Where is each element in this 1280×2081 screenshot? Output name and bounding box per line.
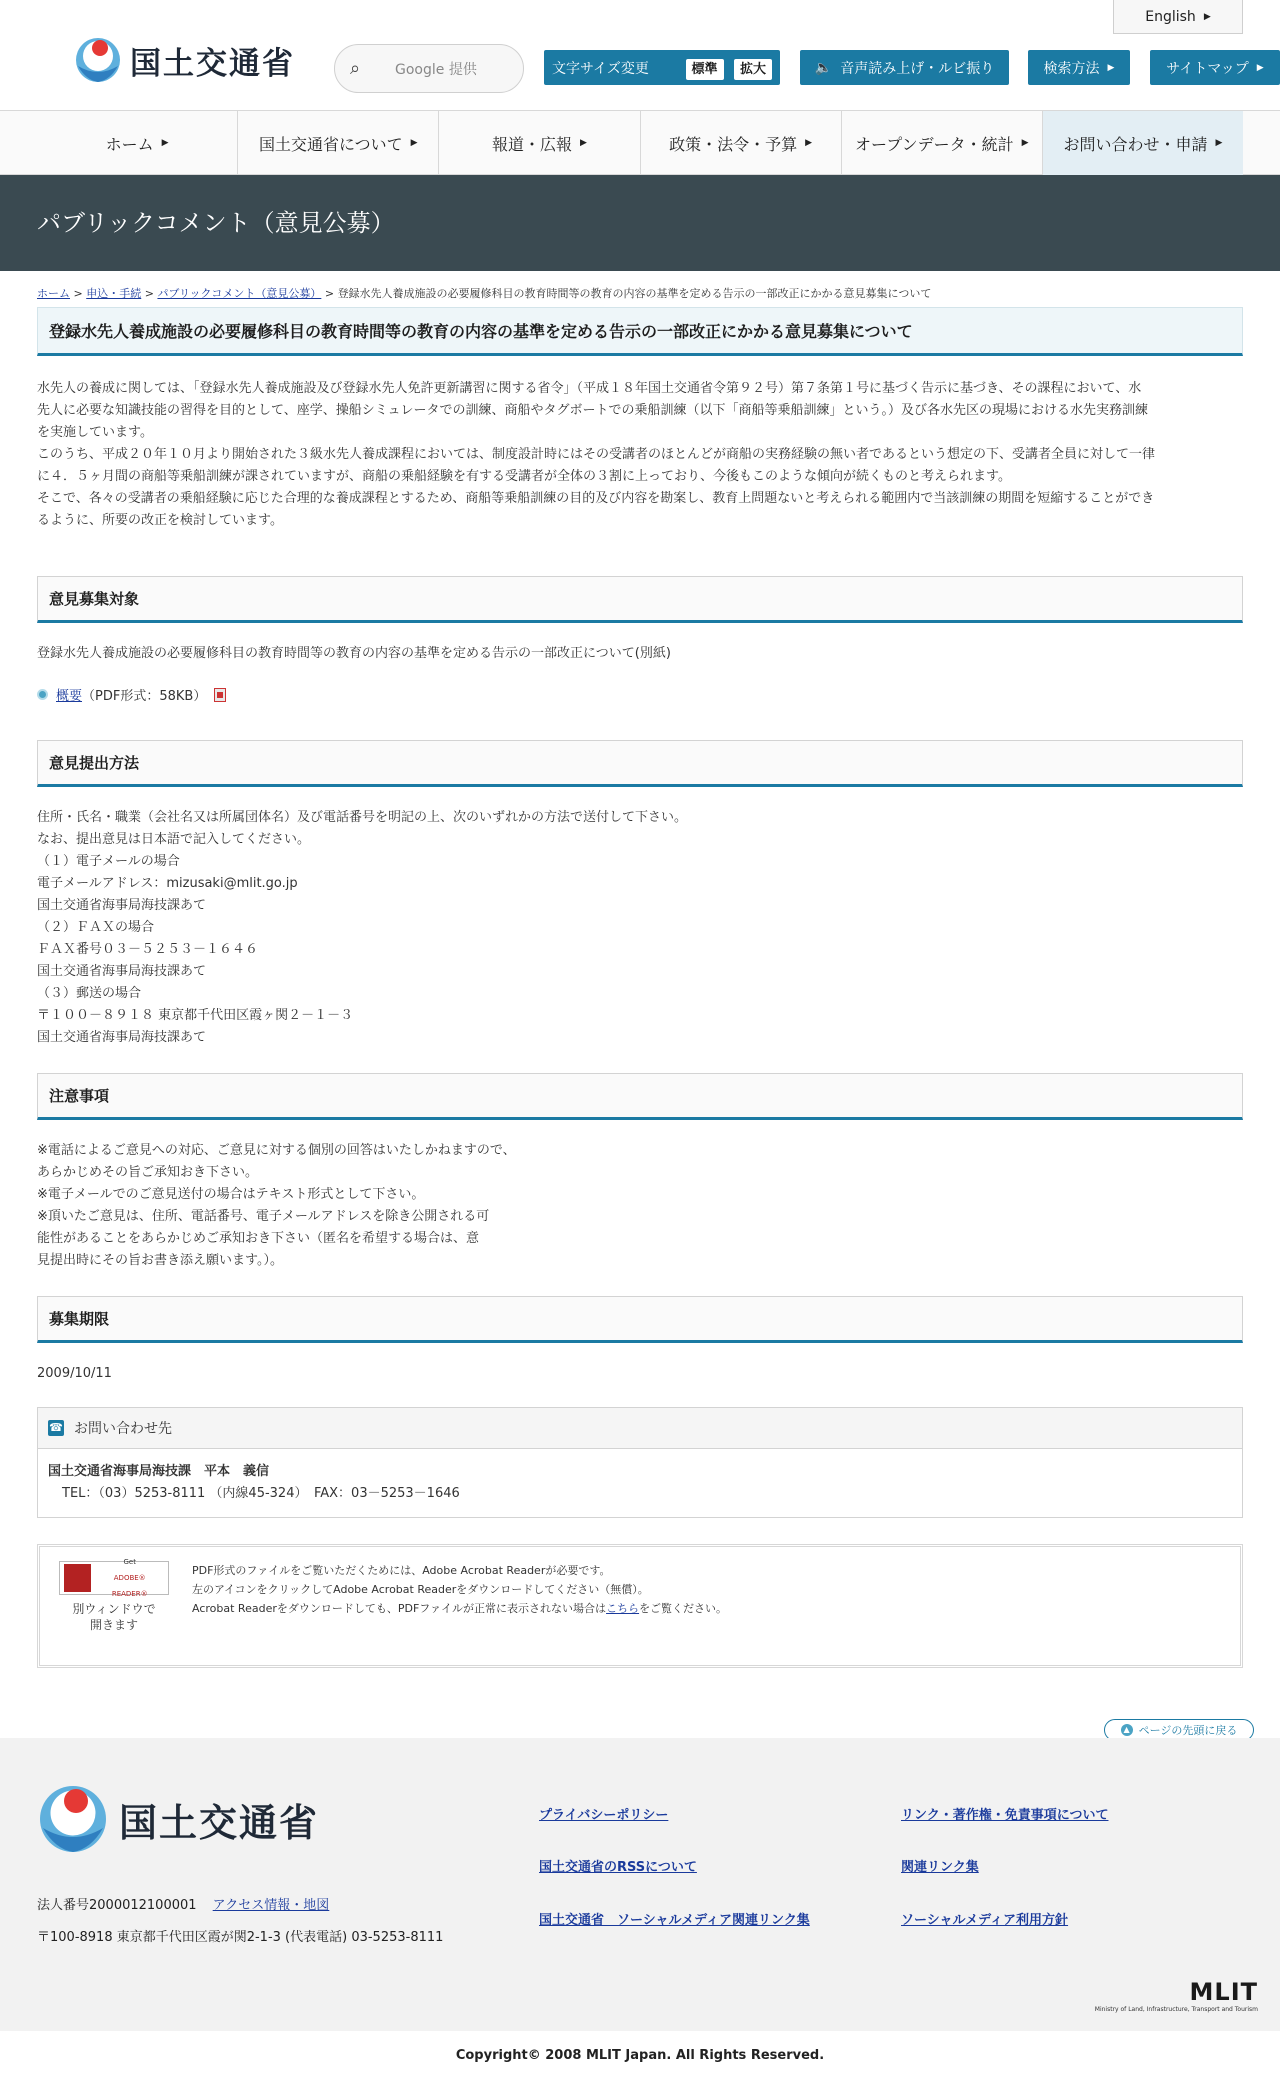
method-line: ＦＡＸ番号０３－５２５３－１６４６: [37, 942, 259, 957]
nav-item-contact[interactable]: [1042, 111, 1243, 175]
notes-text: [37, 1140, 1243, 1272]
notes-line: あらかじめその旨ご承知おき下さい。: [37, 1165, 259, 1180]
mlit-english-logo: [1095, 1978, 1258, 2013]
period-date: 2009/10/11: [37, 1366, 112, 1381]
nav-label: 報道・広報: [491, 134, 572, 154]
nav-label: お問い合わせ・申請: [1063, 134, 1208, 154]
contact-tel: TEL：（03）5253-8111 （内線45-324） FAX：03－5253－1646: [62, 1486, 460, 1501]
method-line: （３）郵送の場合: [37, 986, 142, 1001]
badge-line2: ADOBE® READER®: [111, 1574, 148, 1598]
adobe-pdf-icon: [64, 1564, 91, 1592]
reader-line: [192, 1599, 727, 1618]
triangle-right-icon: ▶: [1215, 138, 1223, 148]
site-logo[interactable]: [74, 34, 295, 86]
summary-link[interactable]: 概要: [56, 689, 83, 704]
footer-address: 〒100-8918 東京都千代田区霞が関2-1-3 (代表電話) 03-5253-8111: [37, 1930, 444, 1945]
nav-label: オープンデータ・統計: [855, 134, 1014, 154]
contact-header: [38, 1408, 1242, 1449]
triangle-right-icon: ▶: [1256, 62, 1264, 73]
reader-line: PDF形式のファイルをご覧いただくためには、Adobe Acrobat Readerが必要です。: [192, 1564, 611, 1577]
breadcrumb-separator: >: [324, 287, 338, 300]
footer-corp-info: [37, 1894, 329, 1913]
method-line: （２）ＦＡＸの場合: [37, 920, 155, 935]
nav-item-press[interactable]: [438, 111, 639, 175]
intro-line: そこで、各々の受講者の乗船経験に応じた合理的な養成課程とするため、商船等乗船訓練の目的及び内容を勘案し、教育上問題ないと考えられる範囲内で当該訓練の期間を短縮することができ: [37, 491, 1155, 506]
method-line: 国土交通省海事局海技課あて: [37, 1030, 207, 1045]
badge-line1: Get: [123, 1558, 136, 1566]
search-placeholder: Google 提供: [395, 61, 477, 78]
speaker-icon: 🔈: [814, 59, 833, 76]
footer-link-social-policy[interactable]: ソーシャルメディア利用方針: [901, 1913, 1069, 1928]
nav-item-opendata[interactable]: [841, 111, 1042, 175]
nav-label: 国土交通省について: [258, 134, 403, 154]
footer-link-privacy[interactable]: プライバシーポリシー: [539, 1808, 669, 1823]
method-line: なお、提出意見は日本語で記入してください。: [37, 832, 311, 847]
triangle-right-icon: ▶: [1021, 138, 1029, 148]
acrobat-text: [192, 1561, 727, 1651]
reader-line-post: をご覧ください。: [639, 1602, 728, 1615]
nav-label: 政策・法令・予算: [669, 134, 798, 154]
notes-line: 能性があることをあらかじめご承知おき下さい（匿名を希望する場合は、意: [37, 1231, 480, 1246]
mlit-logo-icon: [74, 34, 122, 86]
method-line: 国土交通省海事局海技課あて: [37, 964, 207, 979]
contact-org: 国土交通省海事局海技課 平本 義信: [48, 1464, 270, 1479]
method-line: 電子メールアドレス：mizusaki@mlit.go.jp: [37, 876, 298, 891]
main-content: [0, 307, 1243, 1668]
nav-item-policy[interactable]: [640, 111, 841, 175]
search-method-label: 検索方法: [1043, 60, 1100, 77]
footer-site-name: 国土交通省: [119, 1800, 320, 1845]
font-size-standard-button[interactable]: 標準: [686, 59, 724, 80]
triangle-right-icon: ▶: [161, 138, 169, 148]
notes-line: ※電子メールでのご意見送付の場合はテキスト形式として下さい。: [37, 1187, 425, 1202]
intro-line: このうち、平成２０年１０月より開始された３級水先人養成課程においては、制度設計時にはその受講者のほとんどが商船の実務経験の無い者であるという想定の下、受講者全員に対して一律: [37, 447, 1156, 462]
intro-line: に４．５ヶ月間の商船等乗船訓練が課されていますが、商船の乗船経験を有する受講者が全体の３割に上っており、今後もこのような傾向が続くものと考えられます。: [37, 469, 1011, 484]
site-footer: [0, 1738, 1280, 2031]
footer-link-copyright[interactable]: リンク・著作権・免責事項について: [901, 1808, 1109, 1823]
intro-line: るように、所要の改正を検討しています。: [37, 513, 283, 528]
arrow-up-icon: ▲: [1121, 1724, 1133, 1736]
badge-text: [95, 1554, 164, 1602]
breadcrumb-home[interactable]: ホーム: [37, 287, 70, 300]
intro-line: 先人に必要な知識技能の習得を目的として、座学、操船シミュレータでの訓練、商船やタグボートでの乗船訓練（以下「商船等乗船訓練」という。）及び各水先区の現場における水先実務訓練: [37, 403, 1148, 418]
access-link[interactable]: アクセス情報・地図: [212, 1898, 330, 1913]
mlit-logo-sub: Ministry of Land, Infrastructure, Transport and Tourism: [1094, 2006, 1258, 2013]
sitemap-button[interactable]: [1150, 50, 1280, 85]
mlit-logo-icon: [37, 1780, 109, 1858]
reader-line-pre: Acrobat Readerをダウンロードしても、PDFファイルが正常に表示されない場合は: [192, 1602, 607, 1615]
pdf-icon: [214, 688, 226, 702]
english-label: English: [1145, 8, 1196, 25]
window-note: 別ウィンドウで: [72, 1602, 156, 1616]
english-button[interactable]: [1113, 0, 1243, 34]
intro-line: 水先人の養成に関しては、「登録水先人養成施設及び登録水先人免許更新講習に関する省令」（平成１８年国土交通省令第９２号）第７条第１号に基づく告示に基づき、その課程において、水: [37, 381, 1142, 396]
reader-line: 左のアイコンをクリックしてAdobe Acrobat Readerをダウンロードしてください（無償）。: [192, 1583, 649, 1596]
footer-link-social-links[interactable]: 国土交通省 ソーシャルメディア関連リンク集: [539, 1913, 810, 1928]
category-title: パブリックコメント（意見公募）: [37, 209, 395, 237]
summary-pdf-link: [37, 685, 1243, 704]
page-title: 登録水先人養成施設の必要履修科目の教育時間等の教育の内容の基準を定める告示の一部改正にかかる意見募集について: [37, 307, 1243, 356]
triangle-right-icon: ▶: [579, 138, 587, 148]
triangle-right-icon: ▶: [410, 138, 418, 148]
reader-help-link[interactable]: こちら: [606, 1602, 640, 1615]
intro-line: を実施しています。: [37, 425, 153, 440]
method-text: [37, 807, 1243, 1049]
triangle-right-icon: ▶: [1107, 62, 1115, 73]
copyright: Copyright© 2008 MLIT Japan. All Rights Reserved.: [455, 2048, 825, 2063]
search-method-button[interactable]: [1028, 50, 1130, 85]
voice-reading-label: 音声読み上げ・ルビ振り: [840, 60, 995, 77]
footer-link-rss[interactable]: 国土交通省のRSSについて: [539, 1860, 697, 1875]
breadcrumb-pubcom[interactable]: パブリックコメント（意見公募）: [157, 287, 322, 300]
font-size-large-button[interactable]: 拡大: [734, 59, 772, 80]
nav-item-about[interactable]: [237, 111, 438, 175]
breadcrumb-separator: >: [144, 287, 158, 300]
footer-link-related[interactable]: 関連リンク集: [901, 1860, 979, 1875]
contact-body: [38, 1449, 1242, 1517]
contact-box: [37, 1407, 1243, 1518]
sitemap-label: サイトマップ: [1166, 60, 1249, 77]
method-line: 住所・氏名・職業（会社名又は所属団体名）及び電話番号を明記の上、次のいずれかの方法で送付して下さい。: [37, 810, 688, 825]
breadcrumb-separator: >: [73, 287, 87, 300]
nav-item-home[interactable]: [37, 111, 237, 175]
search-input[interactable]: [334, 44, 524, 93]
site-header: [0, 0, 1280, 111]
contact-title: お問い合わせ先: [74, 1421, 172, 1437]
nav-label: ホーム: [105, 134, 154, 154]
search-icon[interactable]: ⌕: [349, 58, 361, 79]
method-line: （１）電子メールの場合: [37, 854, 180, 869]
global-nav: [0, 111, 1280, 175]
breadcrumb: [0, 271, 1280, 307]
site-name: 国土交通省: [130, 45, 295, 82]
notes-line: 見提出時にその旨お書き添え願います。）。: [37, 1253, 283, 1268]
phone-icon: ☎: [49, 1421, 63, 1434]
triangle-right-icon: ▶: [805, 138, 813, 148]
triangle-right-icon: ▶: [1203, 11, 1211, 22]
window-note: 開きます: [89, 1618, 138, 1632]
section-title-notes: 注意事項: [37, 1073, 1243, 1120]
summary-file-info: （PDF形式：58KB）: [82, 689, 207, 704]
breadcrumb-apply[interactable]: 申込・手続: [86, 287, 142, 300]
target-text: 登録水先人養成施設の必要履修科目の教育時間等の教育の内容の基準を定める告示の一部改正について(別紙): [37, 646, 671, 661]
section-title-method: 意見提出方法: [37, 740, 1243, 787]
font-size-switcher: [544, 50, 780, 85]
acrobat-download[interactable]: [52, 1558, 176, 1651]
method-line: 〒１００－８９１８ 東京都千代田区霞ヶ関２－１－３: [37, 1008, 354, 1023]
footer-logo[interactable]: [37, 1780, 319, 1858]
mlit-logo-text: MLIT: [1189, 1978, 1258, 2006]
page-top-label: ページの先頭に戻る: [1138, 1724, 1238, 1737]
voice-reading-button[interactable]: [800, 50, 1009, 85]
section-title-target: 意見募集対象: [37, 576, 1243, 623]
intro-text: [37, 378, 1243, 532]
section-title-period: 募集期限: [37, 1296, 1243, 1343]
method-line: 国土交通省海事局海技課あて: [37, 898, 207, 913]
notes-line: ※電話によるご意見への対応、ご意見に対する個別の回答はいたしかねますので、: [37, 1143, 516, 1158]
font-size-label: 文字サイズ変更: [552, 60, 649, 77]
breadcrumb-current: 登録水先人養成施設の必要履修科目の教育時間等の教育の内容の基準を定める告示の一部改正にかかる意見募集について: [337, 287, 932, 300]
corp-number: 法人番号2000012100001: [37, 1898, 197, 1913]
notes-line: ※頂いたご意見は、住所、電話番号、電子メールアドレスを除き公開される可: [37, 1209, 490, 1224]
bullet-icon: [37, 689, 48, 700]
acrobat-reader-box: [37, 1544, 1243, 1668]
adobe-reader-badge-icon[interactable]: [59, 1558, 169, 1598]
category-band: [0, 175, 1280, 271]
